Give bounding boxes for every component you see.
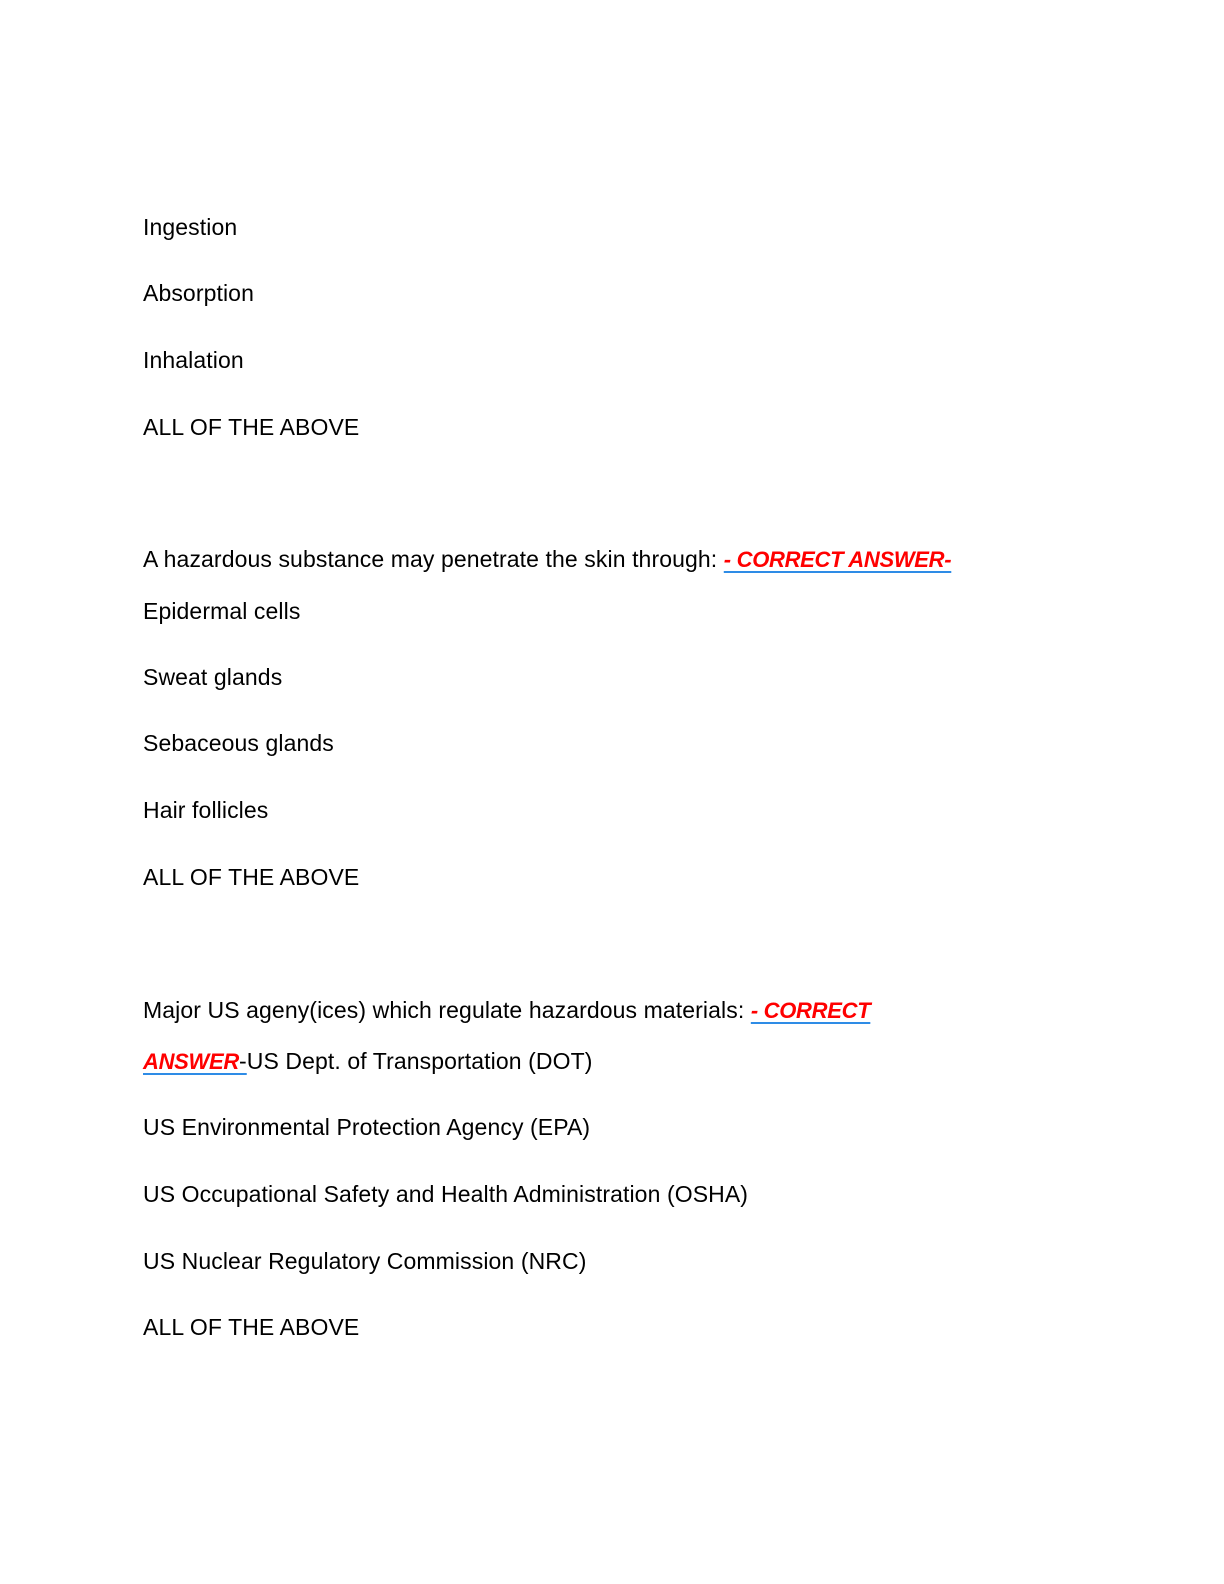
question-text: Major US ageny(ices) which regulate hazardous materials: <box>143 997 751 1023</box>
option-text: US Dept. of Transportation (DOT) <box>246 1048 593 1074</box>
option-text: ALL OF THE ABOVE <box>143 1314 360 1340</box>
option-text: ALL OF THE ABOVE <box>143 414 360 440</box>
question-text: A hazardous substance may penetrate the skin through: <box>143 546 724 572</box>
option-text: Sweat glands <box>143 664 283 690</box>
question-line <box>143 995 870 1026</box>
correct-answer-dash: - <box>238 1048 247 1074</box>
option-text: Absorption <box>143 280 254 306</box>
correct-answer-marker: - CORRECT ANSWER- <box>723 547 952 572</box>
option-text: Sebaceous glands <box>143 730 334 756</box>
correct-answer-marker: ANSWER <box>143 1049 239 1074</box>
question-line <box>143 544 951 575</box>
option-text: Ingestion <box>143 214 238 240</box>
option-text: ALL OF THE ABOVE <box>143 864 360 890</box>
answer-line <box>143 1046 593 1077</box>
option-text: US Environmental Protection Agency (EPA) <box>143 1114 591 1140</box>
option-text: Inhalation <box>143 347 244 373</box>
option-text: Hair follicles <box>143 797 269 823</box>
correct-answer-marker: - CORRECT <box>750 998 871 1023</box>
option-text: US Nuclear Regulatory Commission (NRC) <box>143 1248 587 1274</box>
option-text: US Occupational Safety and Health Administration (OSHA) <box>143 1181 749 1207</box>
option-text: Epidermal cells <box>143 598 301 624</box>
